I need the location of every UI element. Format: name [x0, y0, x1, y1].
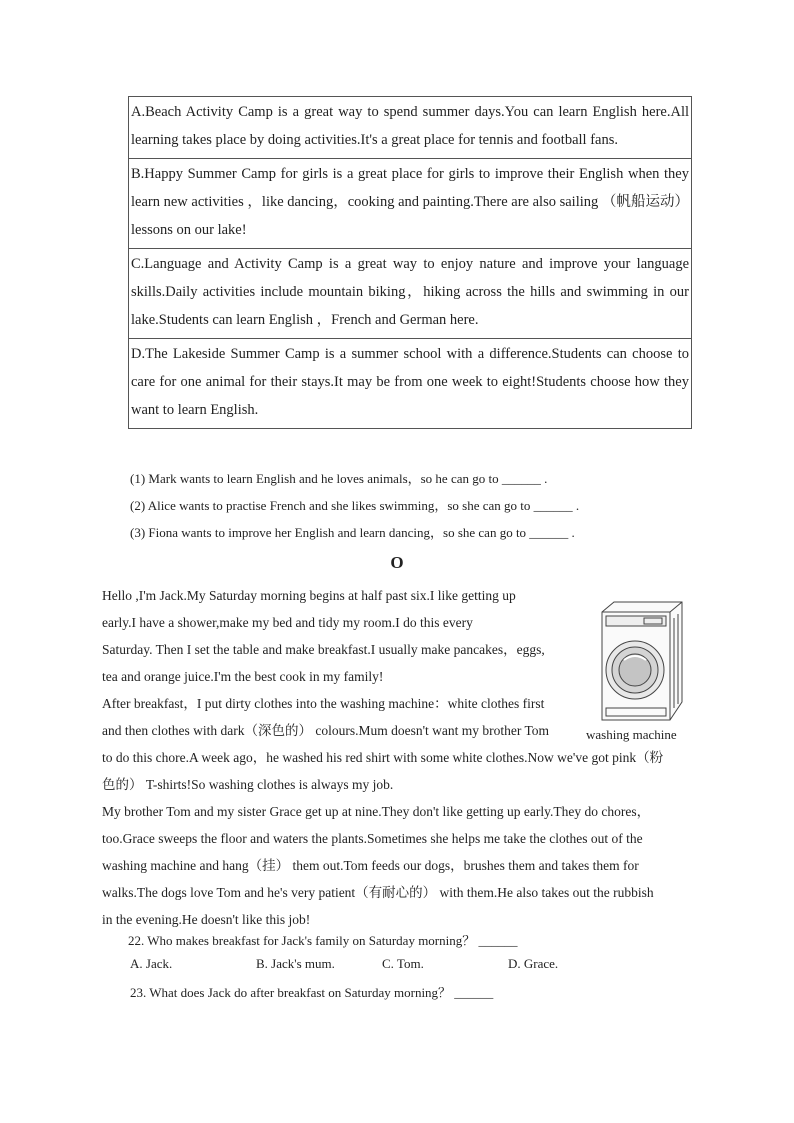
passage-line: washing machine and hang（挂） them out.Tom feeds our dogs，brushes them and takes them for [102, 858, 639, 873]
passage-line: and then clothes with dark（深色的） colours.Mum doesn't want my brother Tom [102, 723, 550, 738]
passage-line: in the evening.He doesn't like this job! [102, 912, 311, 927]
passage-line: After breakfast，I put dirty clothes into the washing machine：white clothes first [102, 696, 545, 711]
question-23-stem: 23. What does Jack do after breakfast on Saturday morning？ ______ [130, 985, 494, 1000]
question-22-option-d: D. Grace. [508, 956, 559, 971]
table-row [129, 97, 692, 159]
table-row [129, 249, 692, 339]
matching-question-1: (1) Mark wants to learn English and he loves animals，so he can go to ______ . [130, 471, 548, 486]
camp-a-text: A.Beach Activity Camp is a great way to spend summer days.You can learn English here.All learning takes place by doing activities.It's a great place for tennis and football fans. [129, 97, 692, 159]
passage-line: Hello ,I'm Jack.My Saturday morning begins at half past six.I like getting up [102, 588, 516, 603]
passage-line: too.Grace sweeps the floor and waters the plants.Sometimes she helps me take the clothes out of the [102, 831, 643, 846]
matching-question-2: (2) Alice wants to practise French and she likes swimming，so she can go to ______ . [130, 498, 580, 513]
camp-d-text: D.The Lakeside Summer Camp is a summer school with a difference.Students can choose to care for one animal for their stays.It may be from one week to eight!Students choose how they want to learn English. [129, 339, 692, 429]
passage-line: walks.The dogs love Tom and he's very patient（有耐心的） with them.He also takes out the rubbish [102, 885, 654, 900]
question-22-option-b: B. Jack's mum. [256, 956, 335, 971]
section-letter: O [390, 553, 404, 572]
matching-question-3: (3) Fiona wants to improve her English and learn dancing，so she can go to ______ . [130, 525, 575, 540]
passage-line: early.I have a shower,make my bed and tidy my room.I do this every [102, 615, 473, 630]
matching-questions [130, 467, 579, 548]
camp-c-text: C.Language and Activity Camp is a great way to enjoy nature and improve your language skills.Daily activities include mountain biking，hiking across the hills and swimming in our lake.Students can learn English ，French and German here. [129, 249, 692, 339]
passage-line: My brother Tom and my sister Grace get up at nine.They don't like getting up early.They do chores， [102, 804, 651, 819]
question-22-option-a: A. Jack. [130, 956, 173, 971]
table-row [129, 339, 692, 429]
question-22-option-c: C. Tom. [382, 956, 424, 971]
camp-b-text: B.Happy Summer Camp for girls is a great place for girls to improve their English when they learn new activities ，like dancing，cooking and painting.There are also sailing （帆船运动）lessons on our lake! [129, 159, 692, 249]
passage-line: Saturday. Then I set the table and make breakfast.I usually make pancakes，eggs, [102, 642, 545, 657]
passage-line: tea and orange juice.I'm the best cook in my family! [102, 669, 384, 684]
image-caption: washing machine [586, 727, 677, 742]
passage-line: to do this chore.A week ago，he washed his red shirt with some white clothes.Now we've got pink（粉 [102, 750, 664, 765]
washing-machine-illustration [596, 598, 684, 726]
camps-table [128, 96, 692, 429]
question-22-stem: 22. Who makes breakfast for Jack's family on Saturday morning？ ______ [128, 933, 518, 948]
passage-line: 色的） T-shirts!So washing clothes is always my job. [102, 777, 394, 792]
table-row [129, 159, 692, 249]
